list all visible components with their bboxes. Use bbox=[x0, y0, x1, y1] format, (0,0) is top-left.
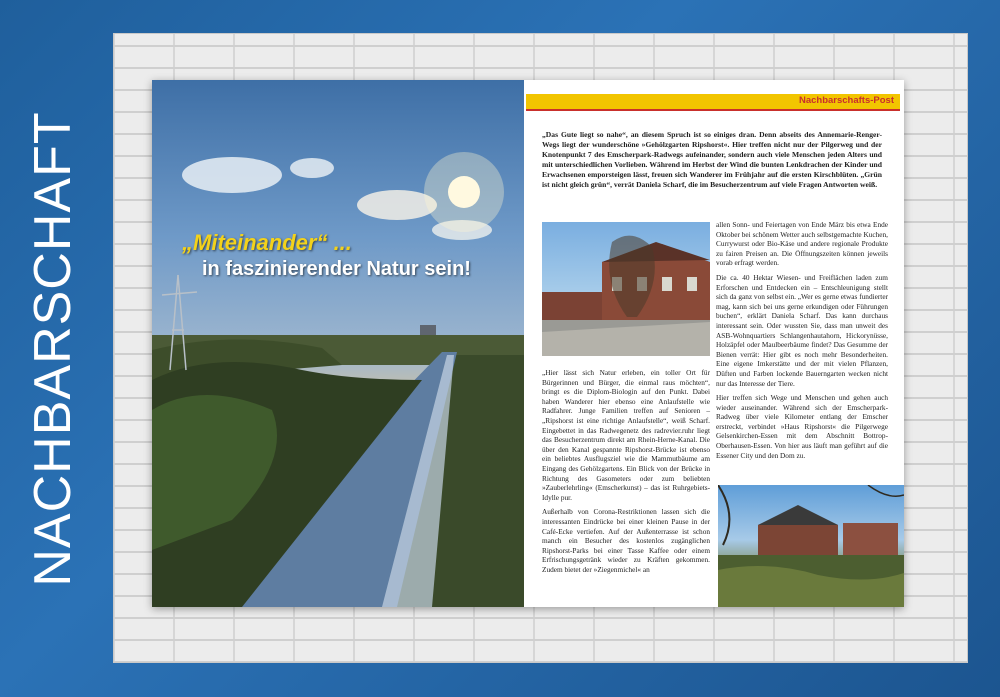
paragraph: Die ca. 40 Hektar Wiesen- und Freiflächen laden zum Erforschen und Entdecken ein – Entschleunigung stellt sich da ganz von selbst ein. „Wer es gerne etwas fundierter mag, kann sich bei uns gerne erkundigen oder Führungen buchen“, erklärt Daniela Scharf. Das kann durchaus interessant sein. Oder wussten Sie, dass man unweit des ASB-Wohnquartiers Schlangenhautahorn, Hickorynüsse, Holzäpfel oder Maulbeerbäume findet? Das Gesumme der Bienen verrät: Hier gibt es noch mehr Besonderheiten. Eine eigene Imkerstätte und der mit vielen Pflanzen, Düften und Farben lockende Bauerngarten wecken nicht nur das Interesse der Tiere. bbox=[716, 272, 888, 388]
farmhouse-image bbox=[542, 222, 710, 356]
canal-landscape-image bbox=[152, 80, 524, 607]
garden-photo bbox=[718, 485, 904, 607]
article-page bbox=[524, 80, 904, 607]
magazine-spread bbox=[152, 80, 904, 607]
headline bbox=[182, 230, 471, 281]
farmhouse-photo bbox=[542, 222, 710, 356]
header-bar bbox=[526, 94, 900, 111]
paragraph: Außerhalb von Corona-Restriktionen lassen sich die interessanten Eindrücke bei einer kleinen Pause in der Café-Ecke vertiefen. Auf der Außenterrasse ist schon manch ein Besucher des kostenlos zugänglichen Ripshorst-Parks bei einer Tasse Kaffee oder einem Erfrischungsgetränk wieder zu Kräften gekommen. Zudem bietet der »Ziegenmichel« an bbox=[542, 507, 710, 574]
header-bar-label: Nachbarschafts-Post bbox=[798, 95, 894, 106]
headline-line-1: „Miteinander“ ... bbox=[182, 230, 352, 255]
paragraph: allen Sonn- und Feiertagen von Ende März bis etwa Ende Oktober bei schönem Wetter auch selbstgemachte Kuchen, Currywurst oder Bio-Käse und andere regionale Produkte zu fairen Preisen an. Die Öffnungszeiten können jeweils vorab erfragt werden. bbox=[716, 220, 888, 268]
garden-image bbox=[718, 485, 904, 607]
canal-photo bbox=[152, 80, 524, 607]
article-intro: „Das Gute liegt so nahe“, an diesem Spruch ist so einiges dran. Denn abseits des Annemarie-Renger-Wegs liegt der wunderschöne »Gehölzgarten Ripshorst«. Hier treffen nicht nur der Pilgerweg und der Knotenpunkt 7 des Emscherpark-Radwegs aufeinander, sondern auch viele Menschen jeden Alters und mit unterschiedlichen Vorlieben. Während im Herbst der Wind die bunten Lenkdrachen der Kinder und Erwachsenen emporsteigen lässt, freuen sich Wanderer im Frühjahr auf die ersten Kirschblüten. „Grün ist nicht gleich grün“, verrät Daniela Scharf, die im Besucherzentrum auf viele Fragen Antworten weiß. bbox=[542, 130, 882, 189]
side-title bbox=[8, 0, 98, 697]
article-column-2 bbox=[716, 220, 888, 465]
side-title-text: NACHBARSCHAFT bbox=[24, 110, 82, 587]
paragraph: Hier treffen sich Wege und Menschen und gehen auch wieder auseinander. Während sich der Emscherpark-Radweg über viele Kilometer entlang der Emscher erstreckt, verbindet »Haus Ripshorst« die Pilgerwege Gelsenkirchen-Essen mit dem Abschnitt Bottrop-Oberhausen-Essen. Von hier aus läuft man geführt auf die Essener City und den Dom zu. bbox=[716, 393, 888, 460]
article-column-1 bbox=[542, 368, 710, 579]
headline-line-2: in faszinierender Natur sein! bbox=[202, 258, 471, 280]
paragraph: „Hier lässt sich Natur erleben, ein toller Ort für Bürgerinnen und Bürger, die einmal raus möchten“, bringt es die Diplom-Biologin auf den Punkt. Dabei haben Wanderer hier ebenso eine Anlaufstelle wie Radfahrer. Junge Familien treffen auf Senioren – „Ripshorst ist eine richtige Anlaufstelle“, weiß Scharf. Eingebettet in das Radwegenetz des radrevier.ruhr liegt das Besucherzentrum direkt am Rhein-Herne-Kanal. Die über den Kanal gespannte Ripshorst-Brücke ist ebenso ein beliebtes Ausflugsziel wie die Mammutbäume am Eingang des Gehölzgartens. Ein Blick von der Brücke in Richtung des Gasometers oder zum beliebten »Zauberlehrling« (Emscherkunst) – das ist Ruhrgebiets-Idylle pur. bbox=[542, 368, 710, 502]
